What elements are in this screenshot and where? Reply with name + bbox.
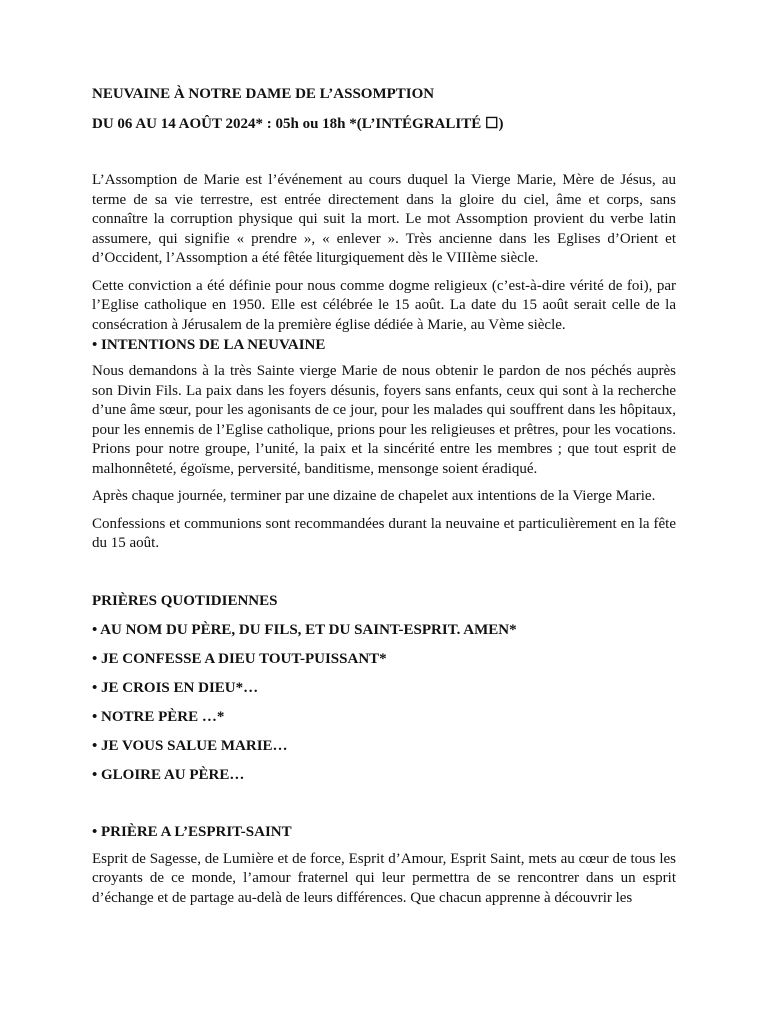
prayer-item-creed: • JE CROIS EN DIEU*… — [92, 679, 259, 696]
intro-paragraph-1: L’Assomption de Marie est l’événement au cours duquel la Vierge Marie, Mère de Jésus, au terme de sa vie terrestre, est entrée directement dans la gloire du ciel, âme et corps, sans connaître la corruption physique qui suit la mort. Le mot Assomption provient du verbe latin assumere, qui signifie « prendre », « enlever ». Très ancienne dans les Eglises d’Orient et d’Occident, l’Assomption a été fêtée liturgiquement dès le VIIIème siècle. — [92, 172, 676, 266]
prayer-item-sign-of-cross: • AU NOM DU PÈRE, DU FILS, ET DU SAINT-ESPRIT. AMEN* — [92, 621, 517, 638]
daily-prayers-list — [92, 620, 676, 785]
intentions-paragraph-3: Confessions et communions sont recommandées durant la neuvaine et particulièrement en la fête du 15 août. — [92, 515, 676, 551]
prayer-item-our-father: • NOTRE PÈRE …* — [92, 708, 225, 725]
holy-spirit-prayer-heading: • PRIÈRE A L’ESPRIT-SAINT — [92, 823, 292, 840]
intentions-heading: • INTENTIONS DE LA NEUVAINE — [92, 337, 326, 353]
holy-spirit-prayer-text: Esprit de Sagesse, de Lumière et de force, Esprit d’Amour, Esprit Saint, mets au cœur de tous les croyants de ce monde, l’amour fraternel qui leur permettra de se rencontrer dans un esprit d’échange et de partage au-delà de leurs différences. Que chacun apprenne à découvrir les — [92, 850, 676, 906]
prayer-item-hail-mary: • JE VOUS SALUE MARIE… — [92, 737, 288, 754]
prayer-item-confiteor: • JE CONFESSE A DIEU TOUT-PUISSANT* — [92, 650, 387, 667]
intentions-paragraph-2: Après chaque journée, terminer par une dizaine de chapelet aux intentions de la Vierge Marie. — [92, 488, 656, 504]
intro-paragraph-2: Cette conviction a été définie pour nous comme dogme religieux (c’est-à-dire vérité de foi), par l’Eglise catholique en 1950. Elle est célébrée le 15 août. La date du 15 août serait celle de la consécration à Jérusalem de la première église dédiée à Marie, au Vème siècle. — [92, 277, 676, 333]
prayer-item-glory-be: • GLOIRE AU PÈRE… — [92, 766, 245, 783]
document-subtitle: DU 06 AU 14 AOÛT 2024* : 05h ou 18h *(L’INTÉGRALITÉ ☐) — [92, 116, 504, 132]
daily-prayers-heading: PRIÈRES QUOTIDIENNES — [92, 592, 278, 609]
document-title: NEUVAINE À NOTRE DAME DE L’ASSOMPTION — [92, 86, 435, 102]
document-body — [92, 84, 676, 908]
intentions-paragraph-1: Nous demandons à la très Sainte vierge Marie de nous obtenir le pardon de nos péchés auprès son Divin Fils. La paix dans les foyers désunis, foyers sans enfants, ceux qui sont à la recherche d’une âme sœur, pour les agonisants de ce jour, pour les malades qui souffrent dans les hôpitaux, pour les ennemis de l’Eglise catholique, prions pour les religieuses et prêtres, pour les vocations. Prions pour notre groupe, l’unité, la paix et la sincérité entre les membres ; que tout esprit de malhonnêteté, égoïsme, perversité, banditisme, mensonge soient éradiqué. — [92, 363, 676, 477]
